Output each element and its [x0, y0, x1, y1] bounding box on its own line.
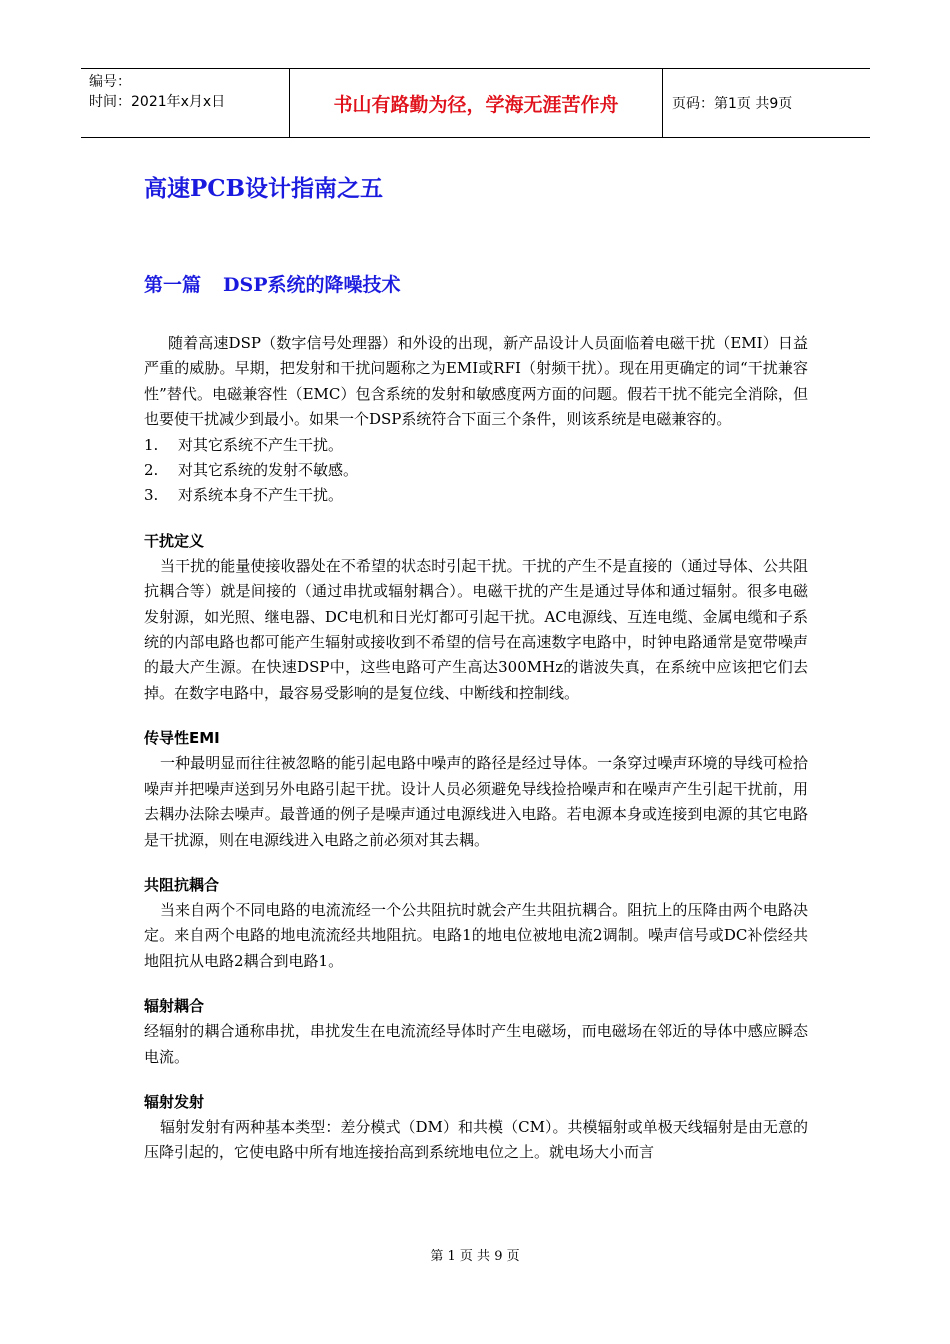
section-heading: 共阻抗耦合	[144, 875, 220, 894]
list-text: 对其它系统的发射不敏感。	[178, 461, 359, 480]
section-paragraph: 当干扰的能量使接收器处在不希望的状态时引起干扰。干扰的产生不是直接的（通过导体、公共阻抗耦合等）就是间接的（通过串扰或辐射耦合）。电磁干扰的产生是通过导体和通过辐射。很多电磁发射源，如光照、继电器、DC电机和日光灯都可引起干扰。AC电源线、互连电缆、金属电缆和子系统的内部电路也都可能产生辐射或接收到不希望的信号在高速数字电路中，时钟电路通常是宽带噪声的最大产生源。在快速DSP中，这些电路可产生高达300MHz的谐波失真，在系统中应该把它们去掉。在数字电路中，最容易受影响的是复位线、中断线和控制线。	[144, 556, 808, 702]
section-heading: 传导性EMI	[144, 729, 220, 748]
section-heading: 辐射耦合	[144, 997, 205, 1016]
header-page-info: 页码：第1页 共9页	[672, 96, 793, 112]
header-meta	[81, 69, 290, 137]
section-common-impedance	[144, 873, 808, 974]
section-paragraph: 辐射发射有两种基本类型：差分模式（DM）和共模（CM）。共模辐射或单极天线辐射是由无意的压降引起的，它使电路中所有地连接抬高到系统地电位之上。就电场大小而言	[144, 1117, 808, 1162]
list-text: 对系统本身不产生干扰。	[178, 486, 344, 505]
document-body	[144, 331, 808, 1166]
page-footer: 第 1 页 共 9 页	[430, 1249, 520, 1264]
section-radiation-coupling	[144, 994, 808, 1070]
list-text: 对其它系统不产生干扰。	[178, 435, 344, 454]
section-heading: 辐射发射	[144, 1092, 205, 1111]
time-label: 时间：2021年x月x日	[89, 94, 226, 110]
chapter-title	[144, 270, 401, 297]
list-number: 1.	[144, 435, 159, 454]
list-item	[144, 433, 808, 458]
section-paragraph: 当来自两个不同电路的电流流经一个公共阻抗时就会产生共阻抗耦合。阻抗上的压降由两个电路决定。来自两个电路的地电流流经共地阻抗。电路1的地电位被地电流2调制。噪声信号或DC补偿经共地阻抗从电路2耦合到电路1。	[144, 900, 808, 970]
section-paragraph: 一种最明显而往往被忽略的能引起电路中噪声的路径是经过导体。一条穿过噪声环境的导线可检拾噪声并把噪声送到另外电路引起干扰。设计人员必须避免导线捡拾噪声和在噪声产生引起干扰前，用去耦办法除去噪声。最普通的例子是噪声通过电源线进入电路。若电源本身或连接到电源的其它电路是干扰源，则在电源线进入电路之前必须对其去耦。	[144, 754, 808, 849]
chapter-label: 第一篇	[144, 274, 202, 296]
list-item	[144, 483, 808, 508]
conditions-list	[144, 433, 808, 509]
section-interference	[144, 529, 808, 706]
section-heading: 干扰定义	[144, 531, 205, 550]
page-header	[81, 68, 870, 138]
document-title: 高速PCB设计指南之五	[144, 175, 384, 202]
header-motto: 书山有路勤为径，学海无涯苦作舟	[290, 69, 663, 137]
chapter-name: DSP系统的降噪技术	[223, 274, 401, 296]
intro-paragraph: 随着高速DSP（数字信号处理器）和外设的出现，新产品设计人员面临着电磁干扰（EMI）日益严重的威胁。早期，把发射和干扰问题称之为EMI或RFI（射频干扰）。现在用更确定的词“干扰兼容性”替代。电磁兼容性（EMC）包含系统的发射和敏感度两方面的问题。假若干扰不能完全消除，但也要使干扰减少到最小。如果一个DSP系统符合下面三个条件，则该系统是电磁兼容的。	[144, 334, 808, 429]
section-paragraph: 经辐射的耦合通称串扰，串扰发生在电流流经导体时产生电磁场，而电磁场在邻近的导体中感应瞬态电流。	[144, 1022, 808, 1066]
serial-label: 编号：	[89, 74, 131, 90]
list-number: 2.	[144, 461, 159, 480]
list-item	[144, 458, 808, 483]
section-conducted-emi	[144, 726, 808, 853]
section-radiated-emission	[144, 1090, 808, 1166]
list-number: 3.	[144, 486, 159, 505]
